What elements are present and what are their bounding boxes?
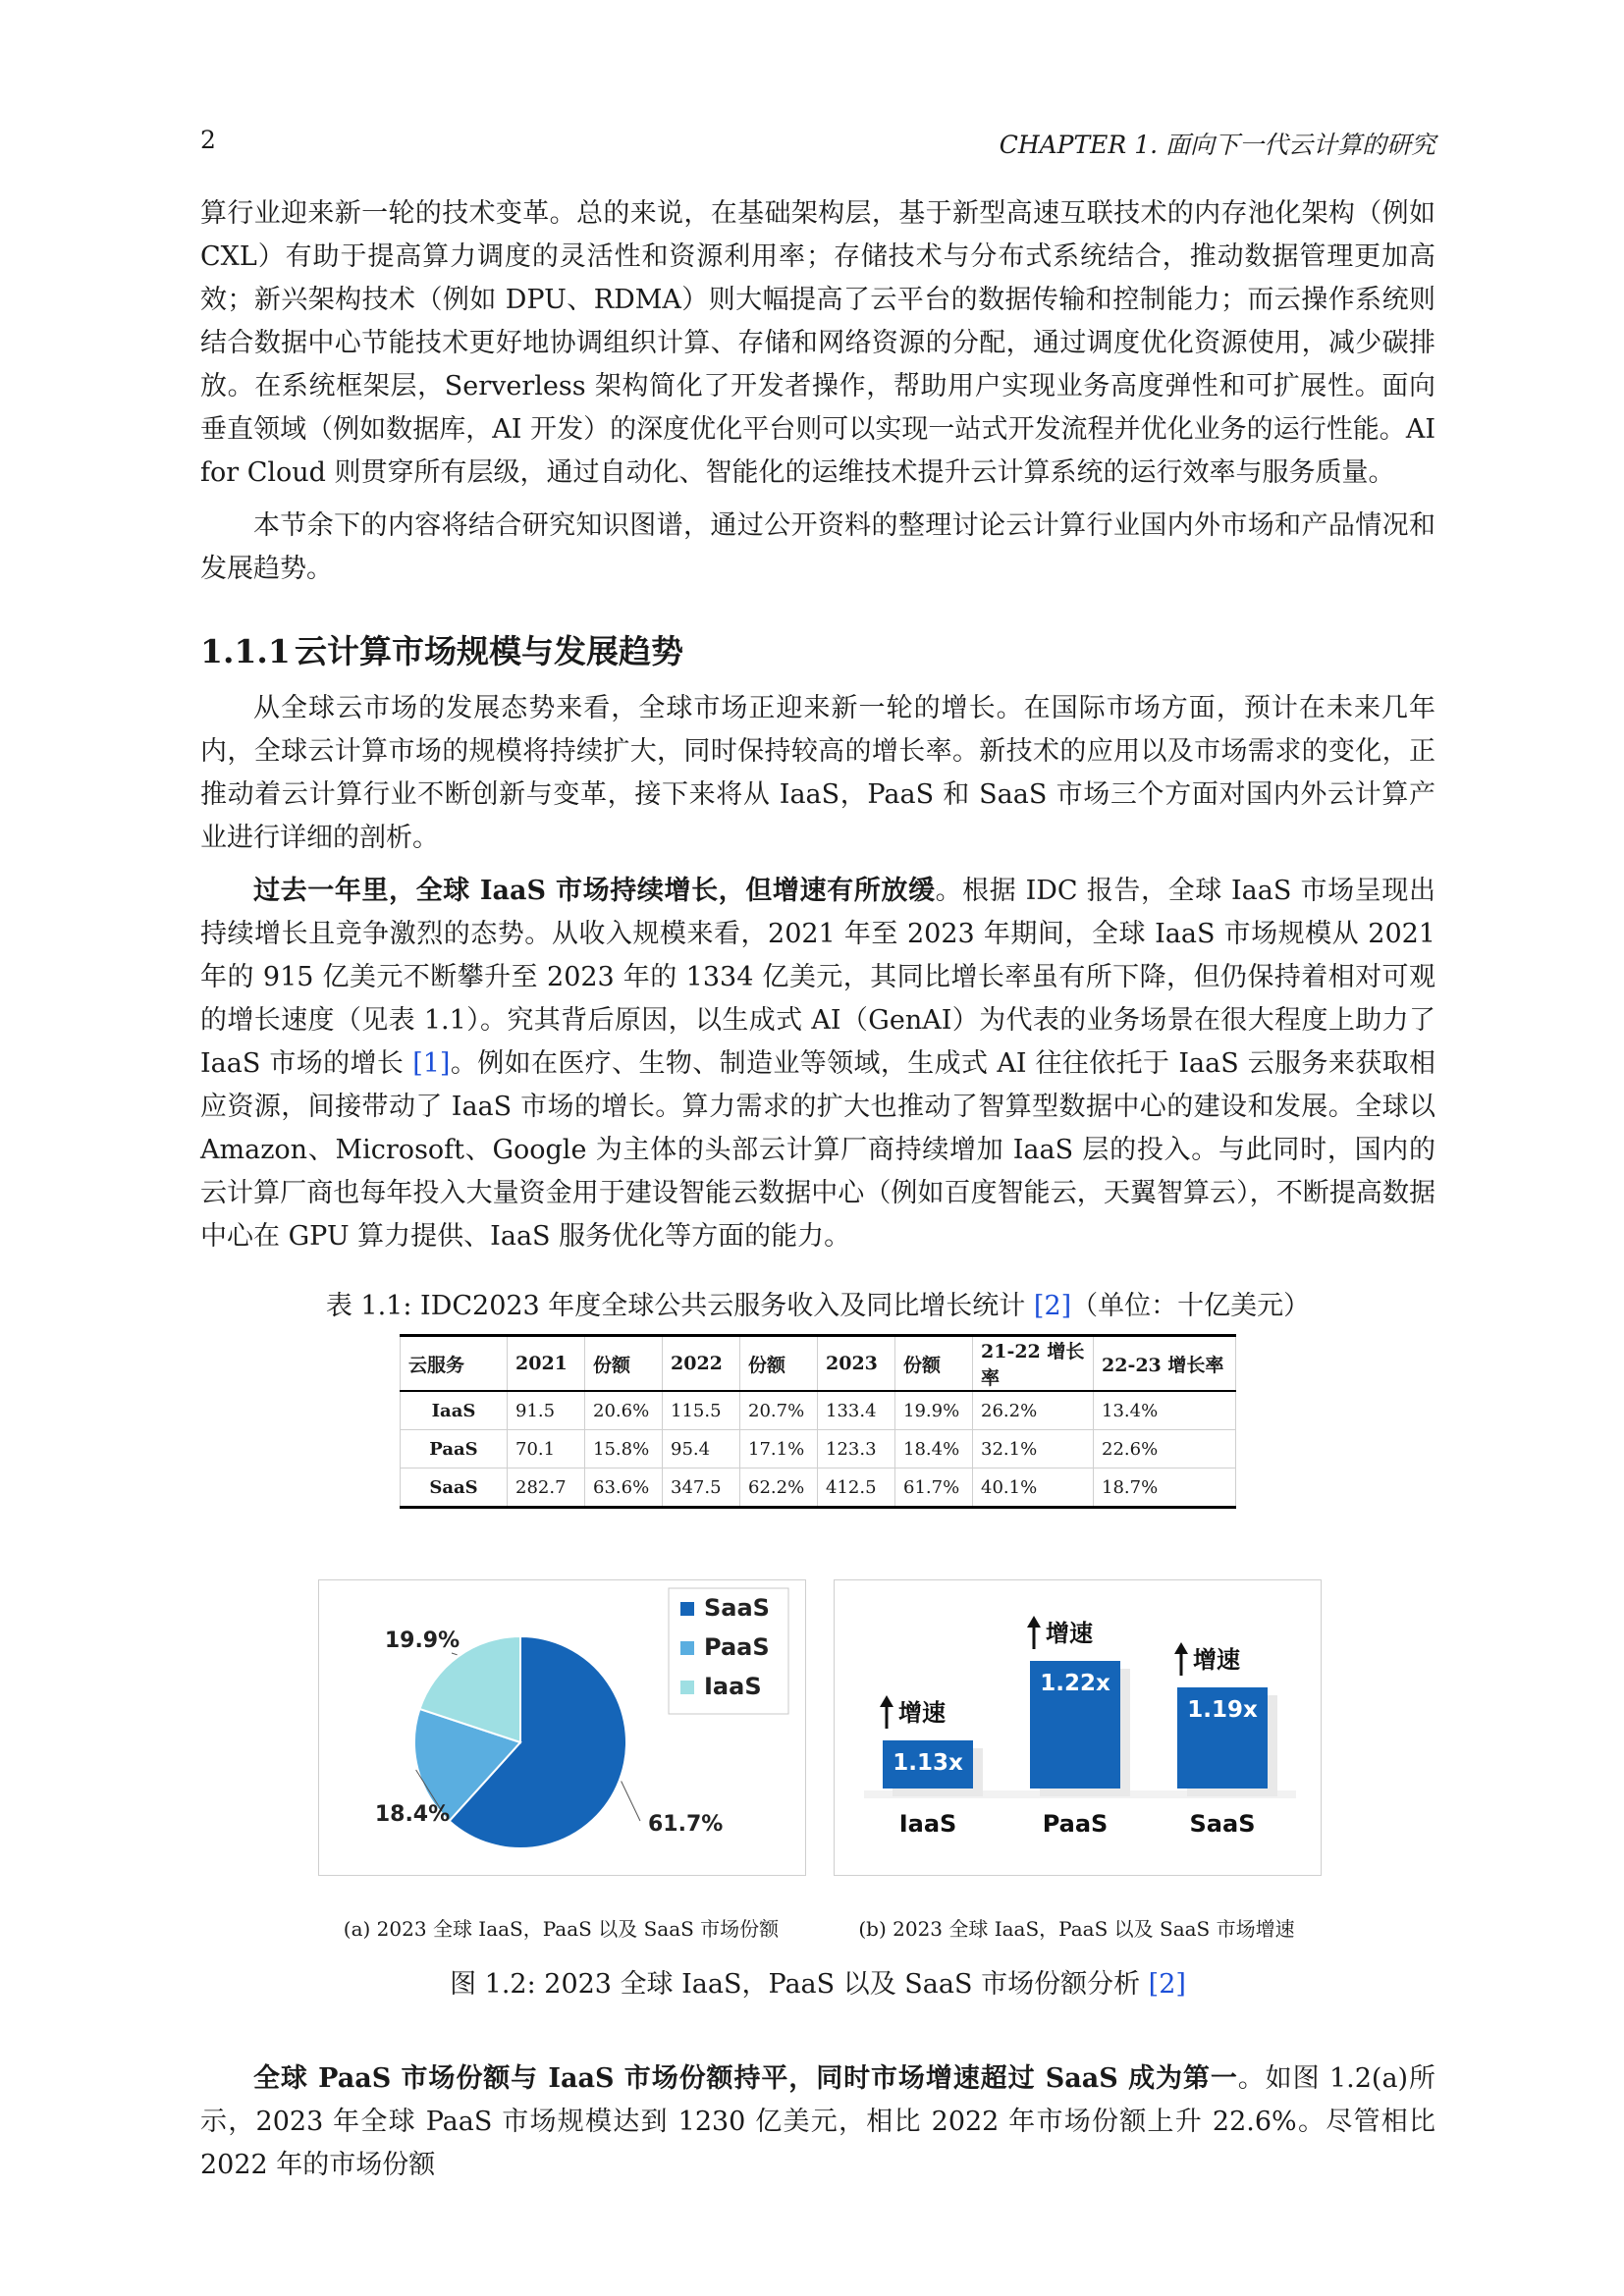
subcaption-b: (b) 2023 全球 IaaS，PaaS 以及 SaaS 市场增速 [858, 1917, 1295, 1941]
table-header-row [401, 1336, 1236, 1392]
table-row-header: PaaS [401, 1430, 508, 1468]
up-arrow-head-icon [880, 1695, 893, 1707]
legend-swatch-iaas [680, 1681, 694, 1694]
figure-panels [200, 1579, 1435, 1941]
section-number: 1.1.1 [200, 632, 291, 670]
table-header-cell: 2022 [663, 1336, 740, 1392]
table-row-header: SaaS [401, 1468, 508, 1508]
table-caption-unit: （单位：十亿美元） [1071, 1291, 1311, 1321]
bar-annotation: 增速 [898, 1699, 946, 1727]
table-cell: 18.4% [895, 1430, 973, 1468]
running-header [200, 126, 1435, 159]
table-header-cell: 云服务 [401, 1336, 508, 1392]
table-cell: 19.9% [895, 1391, 973, 1430]
paragraph-market: 从全球云市场的发展态势来看，全球市场正迎来新一轮的增长。在国际市场方面，预计在未来几年内，全球云计算市场的规模将持续扩大，同时保持较高的增长率。新技术的应用以及市场需求的变化，正推动着云计算行业不断创新与变革，接下来将从 IaaS，PaaS 和 SaaS 市场三个方面对国内外云计算产业进行详细的剖析。 [200, 693, 1435, 853]
pie-data-label: 18.4% [374, 1802, 451, 1827]
table-row [401, 1430, 1236, 1468]
bar-category-label: SaaS [1189, 1810, 1256, 1838]
table-header-cell: 2023 [818, 1336, 895, 1392]
table-cell: 32.1% [973, 1430, 1094, 1468]
paragraph-paas [200, 2057, 1435, 2187]
figure-caption-text: 图 1.2: 2023 全球 IaaS，PaaS 以及 SaaS 市场份额分析 [450, 1969, 1149, 2000]
chapter-title: CHAPTER 1. 面向下一代云计算的研究 [999, 131, 1435, 159]
table-cell: 95.4 [663, 1430, 740, 1468]
table-header-cell: 21-22 增长率 [973, 1336, 1094, 1392]
pie-leader-line [452, 1653, 458, 1655]
pie-data-label: 61.7% [648, 1812, 724, 1837]
paas-text: 。如图 1.2(a)所示，2023 年全球 PaaS 市场规模达到 1230 亿美元，相比 2022 年市场份额上升 22.6%。尽管相比 2022 年的市场份额 [200, 2063, 1435, 2180]
legend-label-saas: SaaS [704, 1594, 770, 1622]
up-arrow-head-icon [1027, 1616, 1041, 1628]
bar-data-label: 1.13x [893, 1750, 963, 1776]
table-cell: 63.6% [585, 1468, 663, 1508]
table-cell: 22.6% [1094, 1430, 1236, 1468]
table-cell: 17.1% [740, 1430, 818, 1468]
paas-lead: 全球 PaaS 市场份额与 IaaS 市场份额持平，同时市场增速超过 SaaS 成为第一 [253, 2063, 1238, 2094]
table-cell: 123.3 [818, 1430, 895, 1468]
iaas-text-2: 。例如在医疗、生物、制造业等领域，生成式 AI 往往依托于 IaaS 云服务来获取相应资源，间接带动了 IaaS 市场的增长。算力需求的扩大也推动了智算型数据中心的建设和发展。全球以 Amazon、Microsoft、Google 为主体的头部云计算厂商持续增加 IaaS 层的投入。与此同时，国内的云计算厂商也每年投入大量资金用于建设智能云数据中心（例如百度智能云，天翼智算云），不断提高数据中心在 GPU 算力提供、IaaS 服务优化等方面的能力。 [200, 1048, 1435, 1252]
table-cell: 133.4 [818, 1391, 895, 1430]
table-cell: 15.8% [585, 1430, 663, 1468]
table-cell: 13.4% [1094, 1391, 1236, 1430]
table-cell: 115.5 [663, 1391, 740, 1430]
bar-annotation: 增速 [1046, 1620, 1093, 1647]
table-row [401, 1468, 1236, 1508]
table-cell: 70.1 [508, 1430, 585, 1468]
body-text [200, 192, 1435, 2197]
table-citation-link[interactable]: [2] [1033, 1291, 1072, 1321]
market-share-pie-chart [319, 1580, 805, 1875]
table-header-cell: 2021 [508, 1336, 585, 1392]
pie-leader-line [622, 1782, 640, 1821]
table-caption-text: 表 1.1: IDC2023 年度全球公共云服务收入及同比增长统计 [325, 1291, 1034, 1321]
table-cell: 91.5 [508, 1391, 585, 1430]
legend-label-iaas: IaaS [704, 1673, 762, 1700]
table-body [401, 1391, 1236, 1508]
figure-citation-link[interactable]: [2] [1148, 1969, 1186, 2000]
table-cell: 26.2% [973, 1391, 1094, 1430]
table-row [401, 1391, 1236, 1430]
table-header-cell: 份额 [585, 1336, 663, 1392]
bar-data-label: 1.19x [1187, 1697, 1258, 1723]
table-cell: 412.5 [818, 1468, 895, 1508]
bar-annotation: 增速 [1193, 1646, 1240, 1674]
table-cell: 347.5 [663, 1468, 740, 1508]
table-row-header: IaaS [401, 1391, 508, 1430]
bar-chart-panel [834, 1579, 1322, 1876]
bar-category-label: IaaS [898, 1810, 957, 1838]
table-caption [200, 1284, 1435, 1322]
table-cell: 282.7 [508, 1468, 585, 1508]
pie-data-label: 19.9% [384, 1629, 460, 1653]
paragraph-iaas [200, 870, 1435, 1258]
table-header-cell: 份额 [740, 1336, 818, 1392]
table-cell: 20.7% [740, 1391, 818, 1430]
table-header-cell: 22-23 增长率 [1094, 1336, 1236, 1392]
legend-swatch-saas [680, 1602, 694, 1616]
table-cell: 20.6% [585, 1391, 663, 1430]
legend-label-paas: PaaS [704, 1633, 770, 1661]
page-number: 2 [200, 126, 216, 154]
figure-caption [200, 1962, 1435, 2001]
revenue-table [400, 1334, 1236, 1509]
bar-data-label: 1.22x [1040, 1671, 1110, 1696]
up-arrow-head-icon [1174, 1642, 1188, 1654]
table-cell: 18.7% [1094, 1468, 1236, 1508]
paragraph-overview: 本节余下的内容将结合研究知识图谱，通过公开资料的整理讨论云计算行业国内外市场和产品情况和发展趋势。 [200, 510, 1435, 584]
table-cell: 62.2% [740, 1468, 818, 1508]
paragraph-intro: 算行业迎来新一轮的技术变革。总的来说，在基础架构层，基于新型高速互联技术的内存池化架构（例如 CXL）有助于提高算力调度的灵活性和资源利用率；存储技术与分布式系统结合，推动数据管理更加高效；新兴架构技术（例如 DPU、RDMA）则大幅提高了云平台的数据传输和控制能力；而云操作系统则结合数据中心节能技术更好地协调组织计算、存储和网络资源的分配，通过调度优化资源使用，减少碳排放。在系统框架层，Serverless 架构简化了开发者操作，帮助用户实现业务高度弹性和可扩展性。面向垂直领域（例如数据库，AI 开发）的深度优化平台则可以实现一站式开发流程并优化业务的运行性能。AI for Cloud 则贯穿所有层级，通过自动化、智能化的运维技术提升云计算系统的运行效率与服务质量。 [200, 198, 1435, 488]
section-heading [200, 626, 1435, 669]
iaas-text-1: 。根据 IDC 报告，全球 IaaS 市场呈现出持续增长且竞争激烈的态势。从收入规模来看，2021 年至 2023 年期间，全球 IaaS 市场规模从 2021 年的 915 亿美元不断攀升至 2023 年的 1334 亿美元，其同比增长率虽有所下降，但仍保持着相对可观的增长速度（见表 1.1）。究其背后原因，以生成式 AI（GenAI）为代表的业务场景在很大程度上助力了 IaaS 市场的增长 [200, 876, 1435, 1079]
bar-category-label: PaaS [1042, 1810, 1109, 1838]
section-title: 云计算市场规模与发展趋势 [295, 632, 683, 670]
table-cell: 40.1% [973, 1468, 1094, 1508]
iaas-lead: 过去一年里，全球 IaaS 市场持续增长，但增速有所放缓 [253, 876, 936, 906]
table-cell: 61.7% [895, 1468, 973, 1508]
subcaption-a: (a) 2023 全球 IaaS，PaaS 以及 SaaS 市场份额 [343, 1917, 780, 1941]
citation-link[interactable]: [1] [412, 1048, 451, 1079]
table-header-cell: 份额 [895, 1336, 973, 1392]
pie-chart-panel [318, 1579, 806, 1876]
legend-swatch-paas [680, 1641, 694, 1655]
growth-bar-chart [835, 1580, 1321, 1875]
